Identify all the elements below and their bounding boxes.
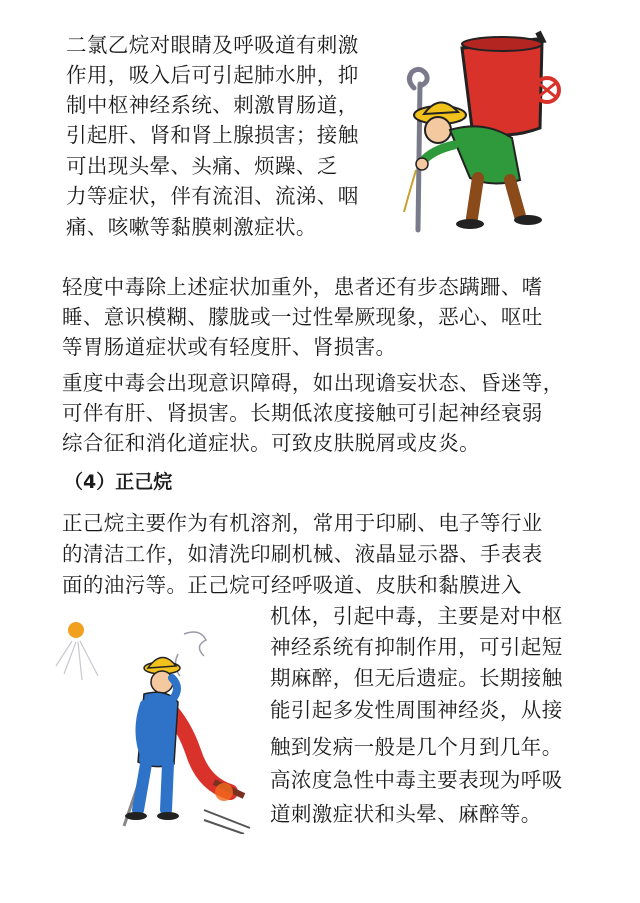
text-line: 重度中毒会出现意识障碍，如出现谵妄状态、昏迷等， <box>62 371 564 395</box>
text-line: 神经系统有抑制作用，可引起短 <box>270 635 563 659</box>
text-line: 睡、意识模糊、朦胧或一过性晕厥现象，恶心、呕吐 <box>62 305 543 329</box>
text-line: 可出现头晕、头痛、烦躁、乏 <box>66 154 338 178</box>
text-line: 期麻醉，但无后遗症。长期接触 <box>270 666 563 690</box>
text-line: 引起肝、肾和肾上腺损害；接触 <box>66 123 359 147</box>
worker-with-helmet-and-red-pipe-illustration <box>54 614 264 834</box>
text-line: 可伴有肝、肾损害。长期低浓度接触可引起神经衰弱 <box>62 401 543 425</box>
text-line: 的清洁工作，如清洗印刷机械、液晶显示器、手表表 <box>62 542 543 566</box>
text-line: 等胃肠道症状或有轻度肝、肾损害。 <box>62 335 397 359</box>
text-line: 综合征和消化道症状。可致皮肤脱屑或皮炎。 <box>62 431 480 455</box>
text-line: 能引起多发性周围神经炎，从接 <box>270 698 563 722</box>
text-line: 面的油污等。正己烷可经呼吸道、皮肤和黏膜进入 <box>62 573 522 597</box>
text-line: 正己烷主要作为有机溶剂，常用于印刷、电子等行业 <box>62 511 543 535</box>
text-line: 二氯乙烷对眼睛及呼吸道有刺激 <box>66 33 359 57</box>
text-line: 道刺激症状和头晕、麻醉等。 <box>270 802 542 826</box>
text-line: 触到发病一般是几个月到几年。 <box>270 735 563 759</box>
text-line: 高浓度急性中毒主要表现为呼吸 <box>270 768 563 792</box>
section-heading-n-hexane: （4）正己烷 <box>64 471 173 493</box>
text-line: 机体，引起中毒，主要是对中枢 <box>270 604 563 628</box>
worker-carrying-red-bucket-illustration <box>392 20 572 235</box>
text-line: 力等症状，伴有流泪、流涕、咽 <box>66 184 359 208</box>
text-line: 作用，吸入后可引起肺水肿，抑 <box>66 63 359 87</box>
text-line: 制中枢神经系统、刺激胃肠道， <box>66 93 359 117</box>
text-line: 痛、咳嗽等黏膜刺激症状。 <box>66 215 317 239</box>
text-line: 轻度中毒除上述症状加重外，患者还有步态蹒跚、嗜 <box>62 275 543 299</box>
